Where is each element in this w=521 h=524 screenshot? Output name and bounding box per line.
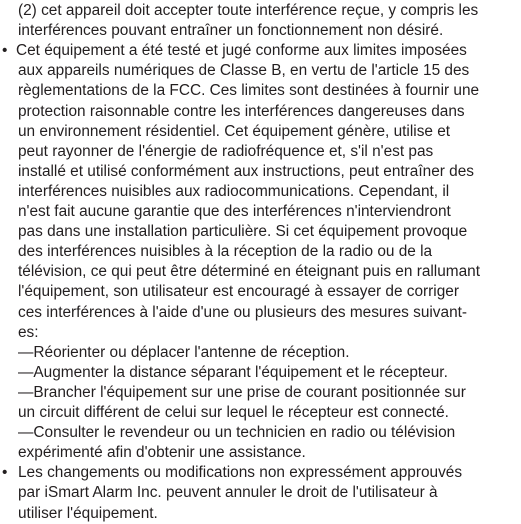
paragraph-line: un environnement résidentiel. Cet équipement génère, utilise et <box>18 122 451 140</box>
bullet-point: • <box>2 42 8 60</box>
measure-item: —Brancher l'équipement sur une prise de courant positionnée sur <box>18 383 466 401</box>
paragraph-line: n'est fait aucune garantie que des interférences n'interviendront <box>18 203 451 220</box>
measure-item: expérimenté afin d'obtenir une assistance. <box>18 444 306 462</box>
paragraph-line: Cet équipement a été testé et jugé conforme aux limites imposées <box>16 42 467 60</box>
paragraph-line: installé et utilisé conformément aux instructions, peut entraîner des <box>18 162 474 180</box>
measure-item: —Consulter le revendeur ou un technicien en radio ou télévision <box>18 424 456 442</box>
paragraph-line: règlementations de la FCC. Ces limites sont destinées à fournir une <box>18 82 480 100</box>
paragraph-line: aux appareils numériques de Classe B, en vertu de l'article 15 des <box>18 62 470 80</box>
paragraph-line: interférences pouvant entraîner un fonctionnement non désiré. <box>18 22 444 40</box>
paragraph-line: utiliser l'équipement. <box>18 504 158 522</box>
measure-item: —Réorienter ou déplacer l'antenne de réception. <box>18 343 350 361</box>
paragraph-line: Les changements ou modifications non expressément approuvés <box>18 464 463 482</box>
paragraph-line: interférences nuisibles aux radiocommunications. Cependant, il <box>18 182 450 200</box>
measure-item: un circuit différent de celui sur lequel le récepteur est connecté. <box>18 404 449 421</box>
paragraph-line: ces interférences à l'aide d'une ou plusieurs des mesures suivant- <box>18 303 468 321</box>
paragraph-line: pas dans une installation particulière. Si cet équipement provoque <box>18 223 468 241</box>
paragraph-line: peut rayonner de l'énergie de radiofréquence et, s'il n'est pas <box>18 142 434 160</box>
paragraph-line: télévision, ce qui peut être déterminé en éteignant puis en rallumant <box>18 263 481 281</box>
paragraph-line: l'équipement, son utilisateur est encouragé à essayer de corriger <box>18 283 459 301</box>
paragraph-line: (2) cet appareil doit accepter toute interférence reçue, y compris les <box>18 2 479 19</box>
paragraph-line: es: <box>18 323 39 341</box>
paragraph-line: par iSmart Alarm Inc. peuvent annuler le droit de l'utilisateur à <box>18 484 438 502</box>
paragraph-line: des interférences nuisibles à la réception de la radio ou de la <box>18 243 433 261</box>
measure-item: —Augmenter la distance séparant l'équipement et le récepteur. <box>18 363 448 381</box>
bullet-point: • <box>2 464 8 482</box>
paragraph-line: protection raisonnable contre les interférences dangereuses dans <box>18 102 465 120</box>
